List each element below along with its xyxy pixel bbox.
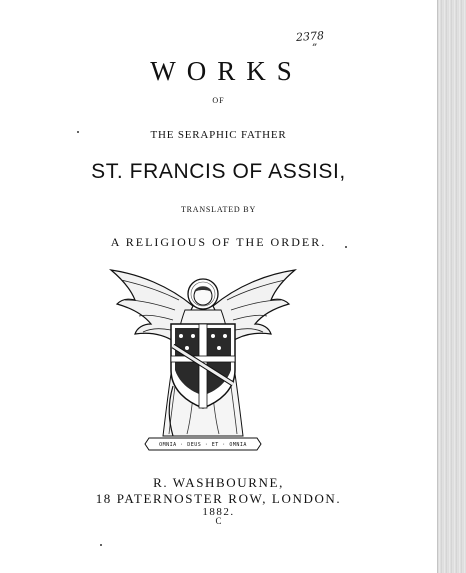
translated-by-label: TRANSLATED BY <box>180 205 257 214</box>
ink-speck <box>345 246 347 248</box>
ink-speck <box>77 131 79 133</box>
author-name: ST. FRANCIS OF ASSISI, <box>91 160 346 183</box>
angel-shield-emblem-icon <box>109 266 297 456</box>
emblem-banner-text: OMNIA · DEUS · ET · OMNIA <box>159 442 247 448</box>
catalog-number-annotation: 2378 <box>295 29 325 44</box>
page-edge-gutter <box>437 0 466 573</box>
publisher-address: 18 PATERNOSTER ROW, LONDON. <box>95 491 342 506</box>
ditto-mark-annotation: ” <box>312 43 318 54</box>
publication-year: 1882. <box>202 506 235 518</box>
library-mark: C <box>215 516 222 526</box>
ink-speck <box>100 544 102 546</box>
translator-name: A RELIGIOUS OF THE ORDER. <box>110 235 327 249</box>
subtitle: THE SERAPHIC FATHER <box>150 129 287 141</box>
publisher-name: R. WASHBOURNE, <box>153 475 284 490</box>
book-title: WORKS <box>150 56 303 86</box>
title-of: OF <box>212 96 225 105</box>
